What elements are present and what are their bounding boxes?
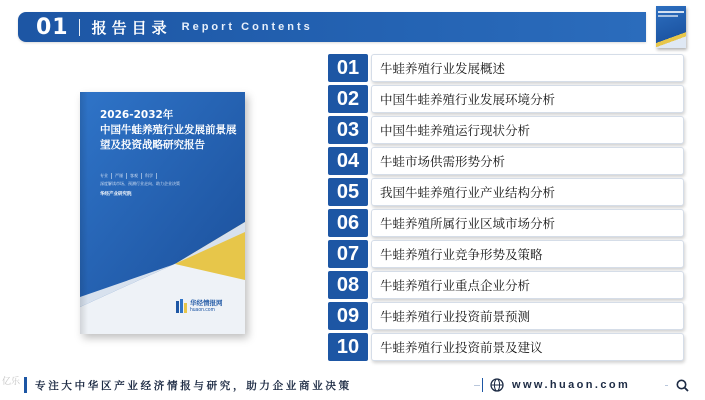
toc-label: 中国牛蛙养殖运行现状分析	[371, 116, 684, 144]
toc-number: 04	[328, 147, 368, 175]
toc-label: 牛蛙市场供需形势分析	[371, 147, 684, 175]
watermark: 亿乐	[2, 377, 21, 387]
cover-publisher: 华经产业研究院	[100, 192, 132, 197]
toc-number: 09	[328, 302, 368, 330]
section-number: 01	[36, 14, 69, 40]
toc-number: 01	[328, 54, 368, 82]
toc-label: 牛蛙养殖行业竞争形势及策略	[371, 240, 684, 268]
toc-label: 牛蛙养殖行业投资前景及建议	[371, 333, 684, 361]
toc-number: 05	[328, 178, 368, 206]
cover-logo: 华经情报网 huaon.com	[176, 298, 223, 313]
cover-title: 2026-2032年 中国牛蛙养殖行业发展前景展 望及投资战略研究报告	[100, 109, 237, 151]
toc-number: 10	[328, 333, 368, 361]
toc-item[interactable]	[328, 147, 684, 175]
toc-item[interactable]	[328, 302, 684, 330]
cover-subtitle: 深度解读市场、预测行业走向、助力企业决策	[100, 181, 180, 186]
report-cover	[80, 92, 245, 334]
toc-label: 牛蛙养殖行业投资前景预测	[371, 302, 684, 330]
toc-item[interactable]	[328, 240, 684, 268]
toc-item[interactable]	[328, 333, 684, 361]
footer-slogan: 专注大中华区产业经济情报与研究，助力企业商业决策	[35, 379, 352, 392]
toc-label: 牛蛙养殖行业发展概述	[371, 54, 684, 82]
huaon-logo-icon	[176, 299, 187, 313]
toc-number: 06	[328, 209, 368, 237]
footer-url[interactable]: www.huaon.com	[512, 379, 631, 391]
header-divider	[79, 19, 80, 36]
toc-item[interactable]	[328, 116, 684, 144]
section-title-en: Report Contents	[181, 21, 313, 33]
globe-icon	[490, 378, 504, 392]
toc-item[interactable]	[328, 85, 684, 113]
toc-item[interactable]	[328, 271, 684, 299]
toc-number: 03	[328, 116, 368, 144]
search-icon[interactable]	[676, 379, 689, 392]
toc-item[interactable]	[328, 54, 684, 82]
footer-accent-bar	[24, 377, 27, 393]
section-header	[18, 12, 646, 42]
toc-label: 我国牛蛙养殖行业产业结构分析	[371, 178, 684, 206]
cover-tags: 专业 严谨 客观 科学	[100, 173, 157, 179]
toc-label: 牛蛙养殖行业重点企业分析	[371, 271, 684, 299]
toc-number: 02	[328, 85, 368, 113]
toc-item[interactable]	[328, 209, 684, 237]
toc-item[interactable]	[328, 178, 684, 206]
toc-number: 08	[328, 271, 368, 299]
section-title-cn: 报告目录	[91, 18, 172, 37]
toc-label: 中国牛蛙养殖行业发展环境分析	[371, 85, 684, 113]
book-thumbnail	[656, 6, 686, 48]
footer	[0, 372, 705, 396]
toc-number: 07	[328, 240, 368, 268]
toc-label: 牛蛙养殖所属行业区域市场分析	[371, 209, 684, 237]
